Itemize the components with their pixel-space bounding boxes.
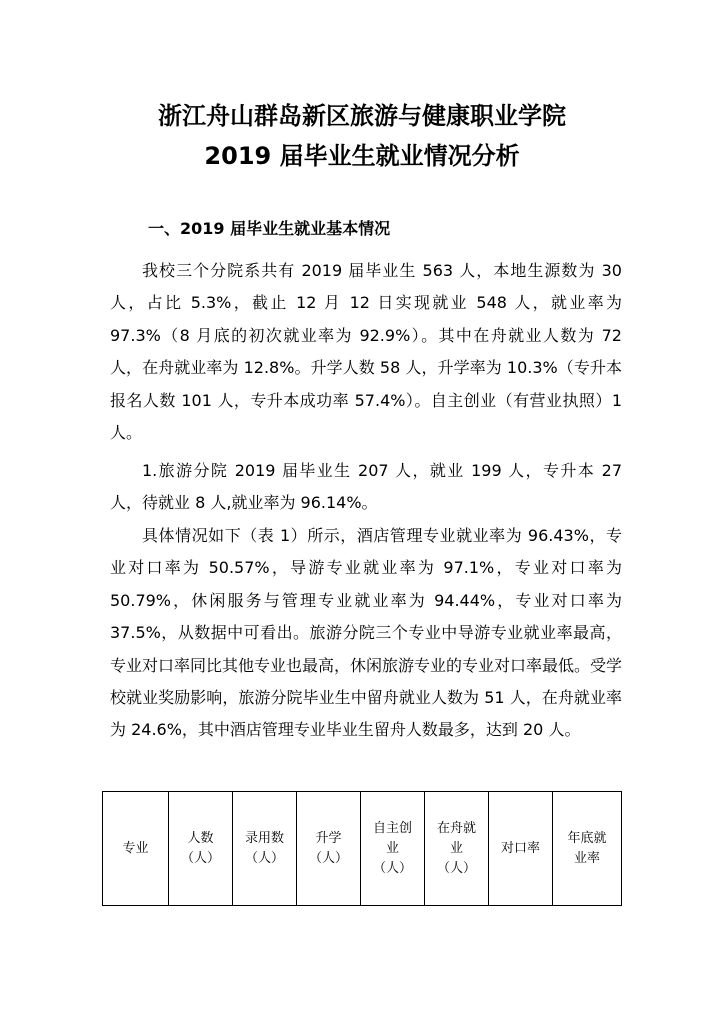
header-cell-major [103,792,169,906]
header-line: （人） [244,850,284,866]
header-line: 人数 [187,830,214,846]
header-line: 业 [385,840,399,856]
header-line: （人） [308,850,348,866]
section-heading: 一、2019 届毕业生就业基本情况 [148,219,391,238]
header-line: 业率 [573,850,600,866]
paragraph-tourism-branch: 1.旅游分院 2019 届毕业生 207 人，就业 199 人，专升本 27 人，待就业 8 人,就业率为 96.14%。 [110,461,622,513]
header-line: 录用数 [244,830,284,846]
header-line: 在舟就 [436,820,476,836]
header-line: （人） [180,850,220,866]
header-cell-self-employed [361,792,425,906]
header-line: 年底就 [567,830,607,846]
header-line: 对口率 [500,840,540,856]
table-header-row [103,792,622,906]
document-title-line2: 2019 届毕业生就业情况分析 [204,142,520,170]
header-cell-further-study [297,792,361,906]
header-line: （人） [436,860,476,876]
header-line: 升学 [315,830,342,846]
header-line: 业 [449,840,463,856]
header-cell-hired [233,792,297,906]
paragraph-details: 具体情况如下（表 1）所示，酒店管理专业就业率为 96.43%，专业对口率为 50.57%，导游专业就业率为 97.1%，专业对口率为 50.79%，休闲服务与管理专业就业率为 94.44%，专业对口率为 37.5%，从数据中可看出。旅游分院三个专业中导游专业就业率最高，专业对口率同比其他专业也最高，休闲旅游专业的专业对口率最低。受学校就业奖励影响，旅游分院毕业生中留舟就业人数为 51 人，在舟就业率为 24.6%，其中酒店管理专业毕业生留舟人数最多，达到 20 人。 [110,526,623,740]
employment-table [102,791,622,906]
paragraph-overview: 我校三个分院系共有 2019 届毕业生 563 人，本地生源数为 30 人，占比 5.3%，截止 12 月 12 日实现就业 548 人，就业率为 97.3%（8 月底的初次就业率为 92.9%）。其中在舟就业人数为 72 人，在舟就业率为 12.8%。升学人数 58 人，升学率为 10.3%（专升本报名人数 101 人，专升本成功率 57.4%）。自主创业（有营业执照）1 人。 [110,261,622,443]
header-cell-match-rate [489,792,553,906]
header-line: （人） [372,860,412,876]
header-line: 专业 [122,840,149,856]
header-cell-year-end-rate [553,792,622,906]
header-cell-count [169,792,233,906]
document-title-line1: 浙江舟山群岛新区旅游与健康职业学院 [158,102,566,130]
header-cell-local-employment [425,792,489,906]
header-line: 自主创 [372,820,412,836]
